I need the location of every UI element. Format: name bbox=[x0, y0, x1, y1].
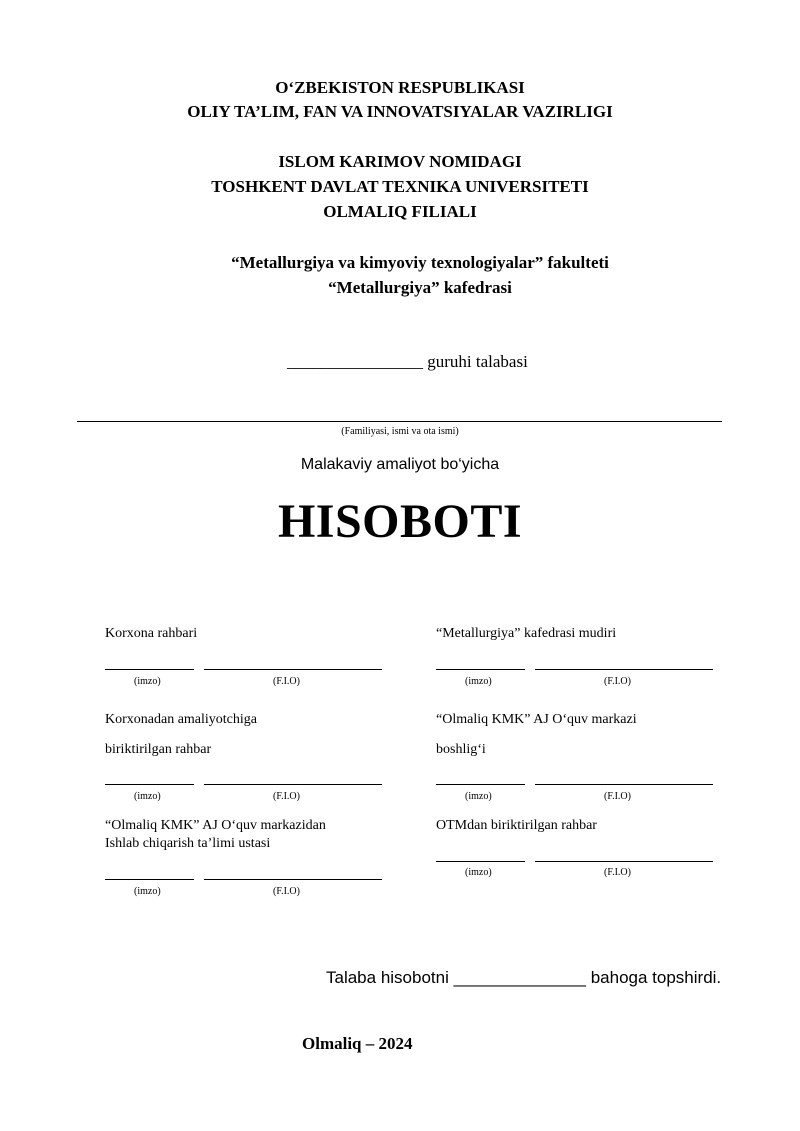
fio-caption: (F.I.O) bbox=[604, 676, 631, 687]
department-title: “Metallurgiya” kafedrasi bbox=[328, 278, 512, 297]
group-blank: ________________ bbox=[287, 352, 423, 371]
grade-suffix: bahoga topshirdi. bbox=[590, 968, 722, 987]
republic-title: O‘ZBEKISTON RESPUBLIKASI bbox=[275, 78, 525, 97]
student-name-line bbox=[77, 421, 722, 422]
student-name-caption: (Familiyasi, ismi va ota ismi) bbox=[341, 426, 459, 437]
fio-line bbox=[204, 784, 382, 785]
grade-blank: ______________ bbox=[453, 968, 586, 987]
fio-line bbox=[204, 669, 382, 670]
university-named: ISLOM KARIMOV NOMIDAGI bbox=[278, 152, 522, 171]
enterprise-head-label: Korxona rahbari bbox=[105, 626, 198, 641]
student-group-line bbox=[287, 352, 528, 372]
signature-caption: (imzo) bbox=[134, 676, 161, 687]
enterprise-supervisor-label-1: Korxonadan amaliyotchiga bbox=[105, 712, 258, 727]
signature-line bbox=[436, 669, 525, 670]
fio-line bbox=[204, 879, 382, 880]
group-suffix: guruhi talabasi bbox=[427, 352, 528, 371]
fio-caption: (F.I.O) bbox=[273, 886, 300, 897]
branch-title: OLMALIQ FILIALI bbox=[323, 202, 477, 221]
signature-caption: (imzo) bbox=[465, 791, 492, 802]
report-title: HISOBOTI bbox=[277, 495, 523, 548]
enterprise-supervisor-label-2: biriktirilgan rahbar bbox=[105, 742, 212, 757]
signature-line bbox=[436, 784, 525, 785]
fio-line bbox=[535, 669, 713, 670]
signature-caption: (imzo) bbox=[465, 867, 492, 878]
faculty-title: “Metallurgiya va kimyoviy texnologiyalar” fakulteti bbox=[231, 253, 609, 272]
grade-prefix: Talaba hisobotni bbox=[326, 968, 449, 987]
training-center-head-label-1: “Olmaliq KMK” AJ O‘quv markazi bbox=[436, 712, 637, 727]
signature-line bbox=[105, 669, 194, 670]
fio-line bbox=[535, 784, 713, 785]
fio-caption: (F.I.O) bbox=[273, 676, 300, 687]
report-subtitle: Malakaviy amaliyot bo‘yicha bbox=[300, 456, 500, 473]
signature-line bbox=[105, 784, 194, 785]
signature-caption: (imzo) bbox=[465, 676, 492, 687]
fio-caption: (F.I.O) bbox=[604, 867, 631, 878]
fio-caption: (F.I.O) bbox=[273, 791, 300, 802]
fio-caption: (F.I.O) bbox=[604, 791, 631, 802]
ministry-title: OLIY TA’LIM, FAN VA INNOVATSIYALAR VAZIRLIGI bbox=[187, 102, 613, 121]
university-title: TOSHKENT DAVLAT TEXNIKA UNIVERSITETI bbox=[211, 177, 589, 196]
signature-caption: (imzo) bbox=[134, 886, 161, 897]
department-head-label: “Metallurgiya” kafedrasi mudiri bbox=[436, 626, 617, 641]
signature-caption: (imzo) bbox=[134, 791, 161, 802]
city-year: Olmaliq – 2024 bbox=[302, 1034, 413, 1053]
signature-line bbox=[105, 879, 194, 880]
university-supervisor-label: OTMdan biriktirilgan rahbar bbox=[436, 818, 597, 833]
grade-statement bbox=[326, 968, 721, 988]
training-master-label-1: “Olmaliq KMK” AJ O‘quv markazidan bbox=[105, 818, 326, 833]
training-master-label-2: Ishlab chiqarish ta’limi ustasi bbox=[105, 836, 271, 851]
fio-line bbox=[535, 861, 713, 862]
signature-line bbox=[436, 861, 525, 862]
training-center-head-label-2: boshlig‘i bbox=[436, 742, 486, 757]
